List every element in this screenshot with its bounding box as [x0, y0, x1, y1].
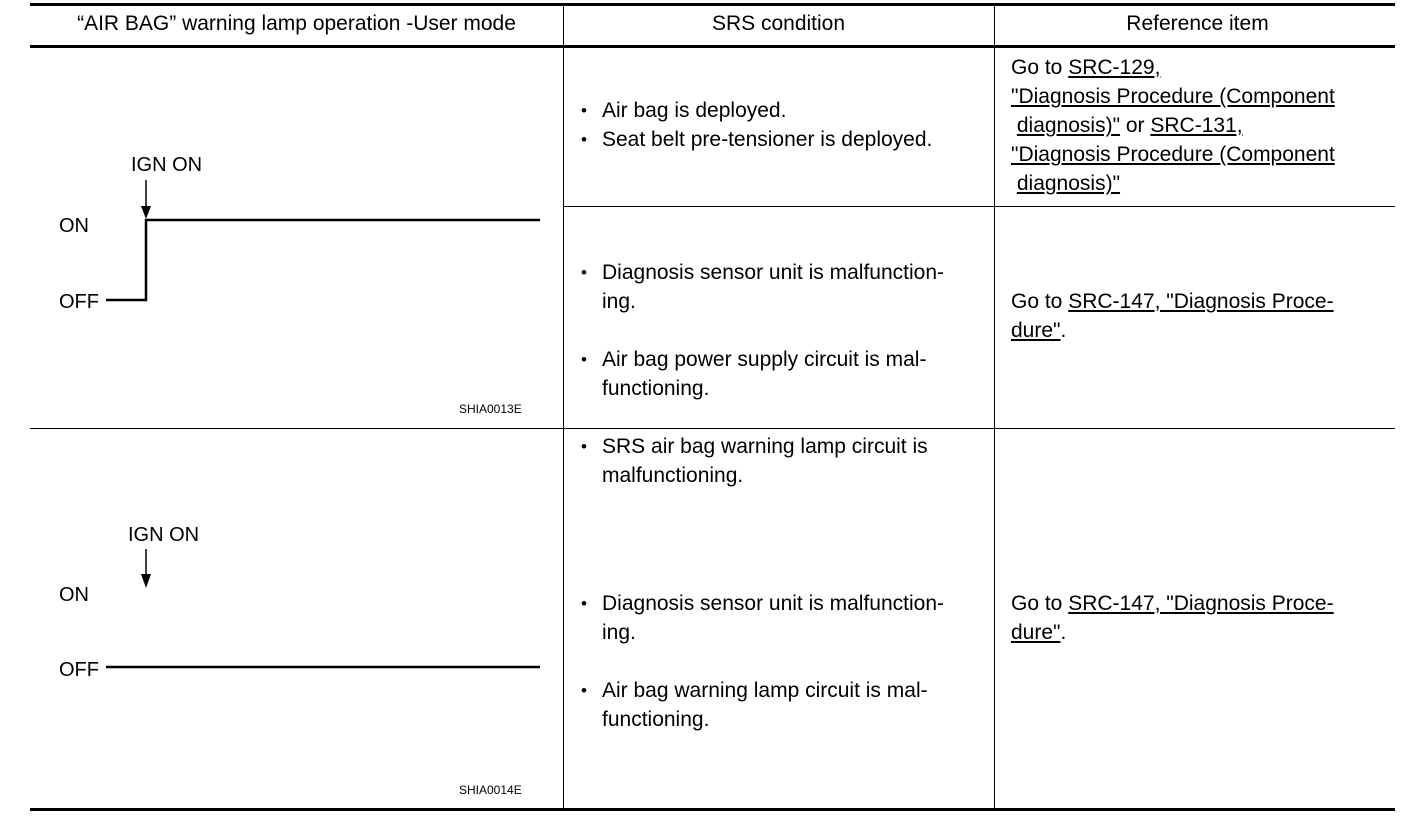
condition-item: • Air bag warning lamp circuit is mal- functioning. [578, 676, 990, 734]
condition-item: • SRS air bag warning lamp circuit is malfunctioning. [578, 432, 990, 490]
go-to-text: Go to [1011, 290, 1069, 313]
link-src-131-title-end[interactable]: diagnosis)" [1016, 172, 1121, 195]
header-srs-condition: SRS condition [711, 12, 846, 35]
link-src-147-end[interactable]: dure" [1011, 319, 1061, 342]
link-src-129[interactable]: SRC-129, [1068, 56, 1161, 79]
ign-on-label-2: IGN ON [128, 524, 200, 546]
go-to-text: Go to [1011, 56, 1069, 79]
on-label-2: ON [59, 584, 89, 606]
on-label-1: ON [59, 215, 89, 237]
period-text: . [1060, 319, 1067, 342]
link-src-147[interactable]: SRC-147, "Diagnosis Proce- [1068, 290, 1334, 313]
off-label-1: OFF [59, 291, 99, 313]
link-src-131[interactable]: SRC-131, [1150, 114, 1243, 137]
period-text: . [1060, 621, 1067, 644]
condition-item: • Diagnosis sensor unit is malfunction- ing. [578, 258, 990, 316]
link-src-129-title-end[interactable]: diagnosis)" [1016, 114, 1121, 137]
header-lamp-operation: “AIR BAG” warning lamp operation -User mode [77, 12, 516, 35]
condition-item: • Air bag is deployed. [578, 96, 990, 125]
reference-3 [1011, 589, 1334, 647]
ign-arrow-head-2 [141, 574, 151, 588]
link-src-129-title[interactable]: "Diagnosis Procedure (Component [1011, 85, 1335, 108]
or-text: or [1120, 114, 1151, 137]
ign-on-label-1: IGN ON [131, 154, 203, 176]
condition-item: • Air bag power supply circuit is mal- functioning. [578, 345, 990, 403]
condition-item: • Diagnosis sensor unit is malfunction- ing. [578, 589, 990, 647]
condition-item: • Seat belt pre-tensioner is deployed. [578, 125, 990, 154]
go-to-text: Go to [1011, 592, 1069, 615]
figure-code-2: SHIA0014E [459, 783, 522, 797]
link-src-147[interactable]: SRC-147, "Diagnosis Proce- [1068, 592, 1334, 615]
srs-condition-list-3 [578, 560, 990, 763]
off-label-2: OFF [59, 659, 99, 681]
link-src-147-end[interactable]: dure" [1011, 621, 1061, 644]
header-reference-item: Reference item [1126, 12, 1269, 35]
figure-code-1: SHIA0013E [459, 402, 522, 416]
link-src-131-title[interactable]: "Diagnosis Procedure (Component [1011, 143, 1335, 166]
